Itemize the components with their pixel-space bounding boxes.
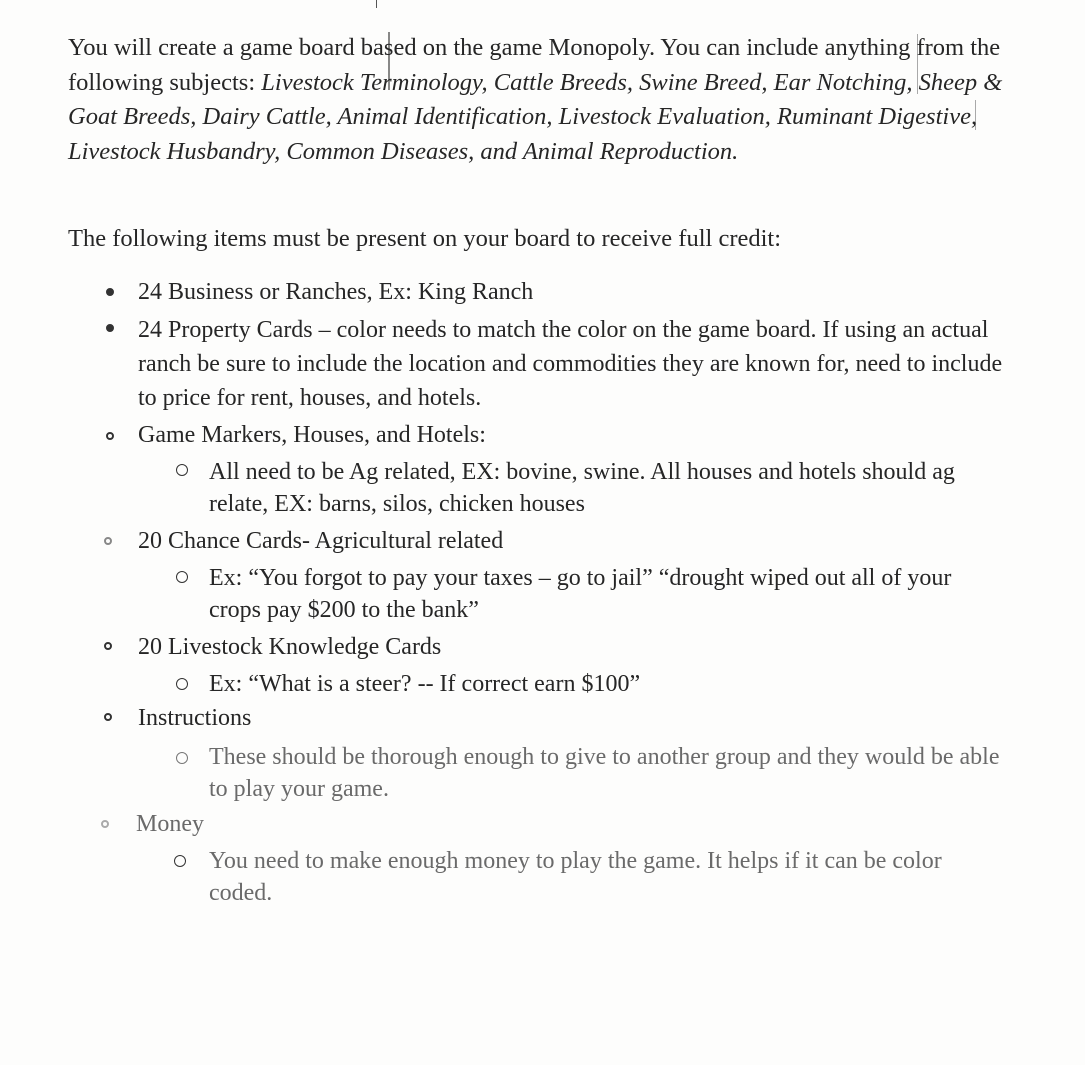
bullet-icon xyxy=(101,820,109,828)
bullet-icon xyxy=(106,324,114,332)
sub-bullet-icon xyxy=(174,855,186,867)
bullet-icon xyxy=(106,432,114,440)
list-subitem: Ex: “What is a steer? -- If correct earn $100” xyxy=(209,671,641,697)
list-item: 20 Chance Cards- Agricultural related xyxy=(138,528,504,554)
intro-subjects: Livestock Terminology, Cattle Breeds, Swine Breed, Ear Notching, Sheep & Goat Breeds, Dairy Cattle, Animal Identification, Livestock Evaluation, Ruminant Digestive, Livestock Husbandry, Common Diseases, and Animal Reproduction. xyxy=(68,68,1003,165)
bullet-icon xyxy=(104,713,112,721)
list-item: Game Markers, Houses, and Hotels: xyxy=(138,422,486,448)
list-item: 20 Livestock Knowledge Cards xyxy=(138,634,442,660)
list-subitem: All need to be Ag related, EX: bovine, swine. All houses and hotels should ag relate, EX: barns, silos, chicken houses xyxy=(209,459,955,517)
sub-bullet-icon xyxy=(176,464,188,476)
intro-paragraph xyxy=(68,31,1013,169)
scan-mark xyxy=(376,0,377,8)
bullet-icon xyxy=(104,537,112,545)
list-item: Money xyxy=(136,811,204,837)
sub-bullet-icon xyxy=(176,752,188,764)
bullet-icon xyxy=(106,288,114,296)
list-item: 24 Business or Ranches, Ex: King Ranch xyxy=(138,279,534,305)
intro-lead: You will create a game board based on the game Monopoly. You can include anything from the following subjects: xyxy=(68,34,1001,96)
list-subitem: Ex: “You forgot to pay your taxes – go to jail” “drought wiped out all of your crops pay $200 to the bank” xyxy=(209,565,952,623)
list-item: 24 Property Cards – color needs to match the color on the game board. If using an actual ranch be sure to include the location and commodities they are known for, need to include to price for rent, houses, and hotels. xyxy=(138,317,1003,411)
list-subitem: You need to make enough money to play the game. It helps if it can be color coded. xyxy=(209,848,942,906)
sub-bullet-icon xyxy=(176,571,188,583)
requirements-heading: The following items must be present on your board to receive full credit: xyxy=(68,225,782,252)
list-item: Instructions xyxy=(138,705,252,731)
sub-bullet-icon xyxy=(176,678,188,690)
list-subitem: These should be thorough enough to give to another group and they would be able to play your game. xyxy=(209,744,1000,802)
bullet-icon xyxy=(104,642,112,650)
